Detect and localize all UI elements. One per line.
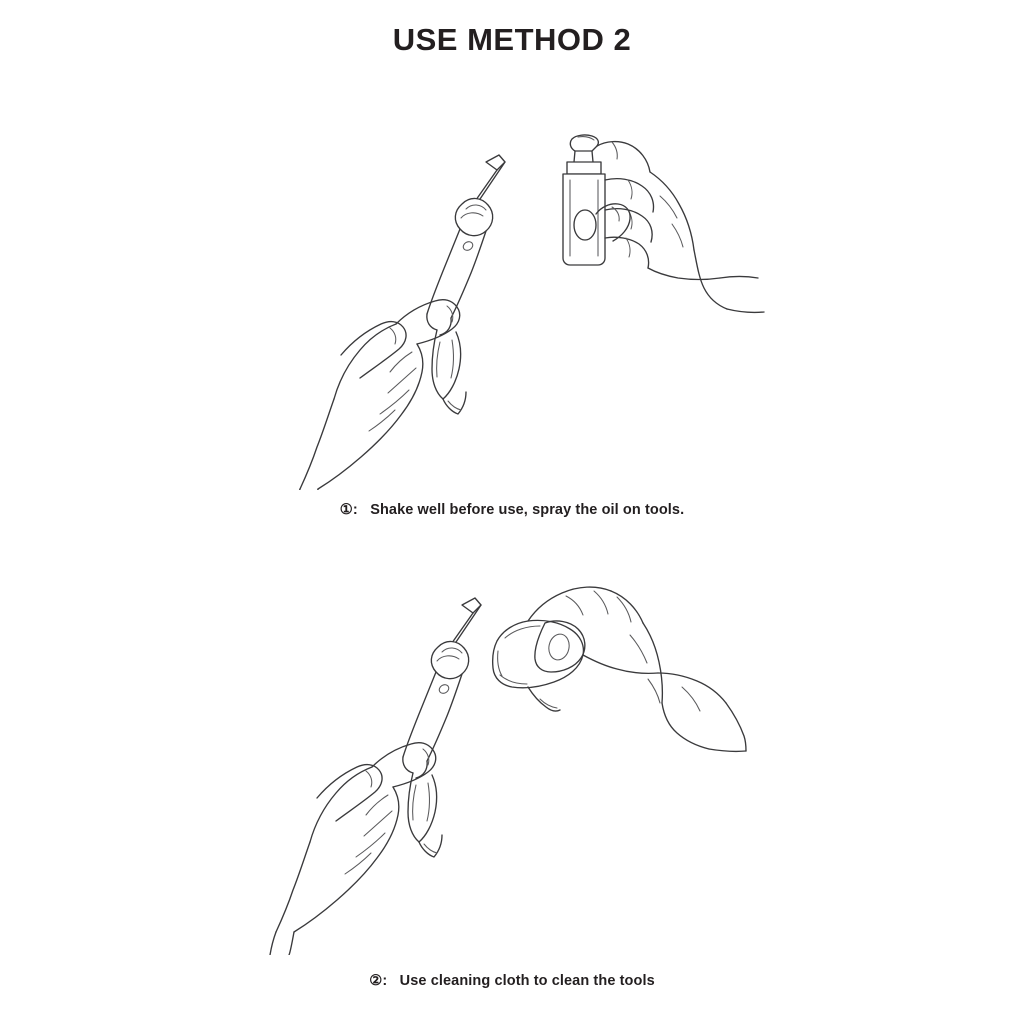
page-title: USE METHOD 2 [392, 22, 632, 57]
step-2-panel [0, 575, 1024, 989]
step-2-caption [0, 973, 1024, 989]
step-1-caption-text: Shake well before use, spray the oil on tools. [370, 502, 685, 518]
left-hand-with-clipper-icon-2 [270, 598, 481, 955]
right-hand-with-spray-bottle-icon [563, 135, 764, 312]
step-1-marker: ①: [339, 502, 358, 518]
step-2-caption-text: Use cleaning cloth to clean the tools [399, 973, 655, 989]
right-hand-with-cloth-icon [493, 587, 746, 751]
step-1-panel [0, 110, 1024, 518]
step-2-illustration [0, 575, 1024, 955]
left-hand-with-clipper-icon [294, 155, 505, 490]
step-1-illustration [0, 110, 1024, 490]
step-2-marker: ②: [369, 973, 388, 989]
step-1-caption [0, 502, 1024, 518]
